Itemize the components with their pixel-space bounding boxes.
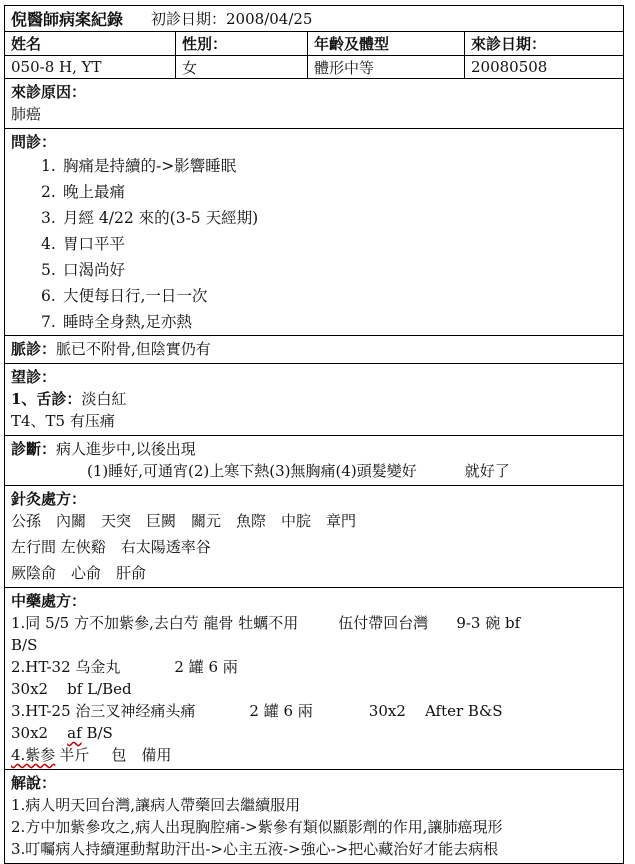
diagnosis-line2: (1)睡好,可通宵(2)上寒下熱(3)無胸痛(4)頭髮變好 <box>87 462 417 480</box>
acupuncture-line: 左行間 左俠谿 右太陽透率谷 <box>11 538 211 556</box>
observation-label: 望診： <box>11 368 57 386</box>
inquiry-section <box>4 129 624 336</box>
herbal-section: 中藥處方： 1.同 5/5 方不加紫參,去白芍 龍骨 牡蠣不用 伍付帶回台灣 9-3 碗 bf B/S 2.HT-32 乌金丸 2 罐 6 兩 30x2 bf L/Bed 3.HT-25 治三叉神经痛头痛 2 罐 6 兩 30x2 After B&S 30x2 af B/S 4.紫参 半斤 包 備用 <box>4 588 624 770</box>
diagnosis-line1: 病人進步中,以後出現 <box>56 440 196 458</box>
list-item: 7. 睡時全身熱,足亦熱 <box>41 313 192 331</box>
age-build-header: 年齡及體型 <box>308 32 465 55</box>
diagnosis-section <box>4 436 624 486</box>
record-title: 倪醫師病案紀錄 <box>11 10 124 29</box>
visit-date-value: 20080508 <box>471 58 548 76</box>
tongue-label: 1、舌診： <box>11 390 82 408</box>
list-item: 1. 胸痛是持續的->影響睡眠 <box>41 157 237 175</box>
diagnosis-label: 診斷： <box>11 440 57 458</box>
patient-info-table <box>4 32 624 79</box>
herbal-line: 3.HT-25 治三叉神经痛头痛 <box>11 702 196 720</box>
first-visit-date: 初診日期：2008/04/25 <box>151 10 313 28</box>
list-item: 2. 晚上最痛 <box>41 183 126 201</box>
herbal-label: 中藥處方： <box>11 592 87 610</box>
explanation-label: 解說： <box>11 774 57 792</box>
acupuncture-label: 針灸處方： <box>11 490 87 508</box>
explanation-line: 2.方中加紫參攻之,病人出現胸腔痛->紫參有類似顯影劑的作用,讓肺癌現形 <box>11 818 503 836</box>
list-item: 3. 月經 4/22 來的(3-5 天經期) <box>41 209 259 227</box>
pulse-label: 脈診： <box>11 340 57 358</box>
pulse-section <box>4 336 624 364</box>
reason-section <box>4 79 624 129</box>
list-item: 5. 口渴尚好 <box>41 261 126 279</box>
herbal-line: 30x2 bf L/Bed <box>11 680 132 698</box>
record-header <box>4 5 624 32</box>
tongue-text: 淡白紅 <box>81 390 127 408</box>
visit-date-header: 來診日期： <box>471 35 547 53</box>
herbal-line: 2.HT-32 乌金丸 <box>11 658 121 676</box>
name-header: 姓名 <box>5 32 176 55</box>
inquiry-label: 問診： <box>11 133 57 151</box>
record-page <box>4 5 624 864</box>
list-item: 6. 大便每日行,一日一次 <box>41 287 208 305</box>
diagnosis-line2-end: 就好了 <box>464 462 510 480</box>
acupuncture-section <box>4 486 624 588</box>
explanation-line: 3.叮囑病人持續運動幫助汗出->心主五液->強心->把心藏治好才能去病根 <box>11 840 499 858</box>
list-item: 4. 胃口平平 <box>41 235 126 253</box>
pulse-text: 脈已不附骨,但陰實仍有 <box>56 340 211 358</box>
herbal-line: 30x2 af B/S <box>11 724 113 742</box>
gender-header: 性別： <box>176 32 308 55</box>
reason-label: 來診原因： <box>11 83 87 101</box>
herbal-line: 4.紫参 <box>11 746 56 764</box>
inquiry-list <box>11 153 617 335</box>
acupuncture-line: 厥陰俞 心俞 肝俞 <box>11 564 147 582</box>
reason-text: 肺癌 <box>11 105 42 123</box>
explanation-section <box>4 770 624 864</box>
age-build-value: 體形中等 <box>308 56 465 78</box>
herbal-line: 1.同 5/5 方不加紫參,去白芍 龍骨 牡蠣不用 <box>11 614 299 632</box>
observation-section <box>4 364 624 436</box>
acupuncture-line: 公孫 內關 天突 巨闕 關元 魚際 中脘 章門 <box>11 512 357 530</box>
herbal-line: B/S <box>11 636 38 654</box>
gender-value: 女 <box>176 56 308 78</box>
observation-line: T4、T5 有压痛 <box>11 412 115 430</box>
explanation-line: 1.病人明天回台灣,讓病人帶藥回去繼續服用 <box>11 796 301 814</box>
name-value: 050-8 H, YT <box>5 56 176 78</box>
